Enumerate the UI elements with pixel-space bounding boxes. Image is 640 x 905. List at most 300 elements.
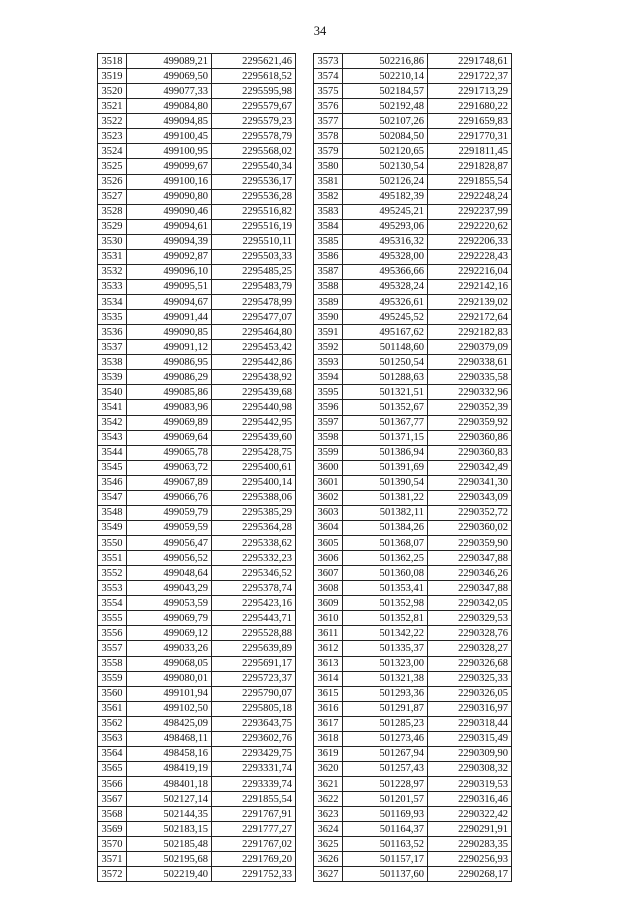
table-row: [98, 279, 296, 294]
point-number-cell: 3518: [98, 54, 127, 69]
point-number-cell: 3608: [314, 581, 343, 596]
table-row: [98, 761, 296, 776]
y-coordinate-cell: 2290328,76: [428, 626, 512, 641]
point-number-cell: 3520: [98, 84, 127, 99]
x-coordinate-cell: 495328,24: [343, 279, 428, 294]
table-row: [314, 536, 512, 551]
x-coordinate-cell: 501163,52: [343, 837, 428, 852]
y-coordinate-cell: 2295400,14: [212, 475, 296, 490]
x-coordinate-cell: 501293,36: [343, 686, 428, 701]
y-coordinate-cell: 2295579,67: [212, 99, 296, 114]
x-coordinate-cell: 498458,16: [127, 746, 212, 761]
point-number-cell: 3572: [98, 867, 127, 882]
table-row: [98, 792, 296, 807]
point-number-cell: 3613: [314, 656, 343, 671]
table-row: [314, 596, 512, 611]
x-coordinate-cell: 501367,77: [343, 415, 428, 430]
point-number-cell: 3538: [98, 355, 127, 370]
y-coordinate-cell: 2291770,31: [428, 129, 512, 144]
point-number-cell: 3584: [314, 219, 343, 234]
y-coordinate-cell: 2295400,61: [212, 460, 296, 475]
table-row: [98, 641, 296, 656]
table-row: [314, 204, 512, 219]
y-coordinate-cell: 2290343,09: [428, 490, 512, 505]
x-coordinate-cell: 501381,22: [343, 490, 428, 505]
y-coordinate-cell: 2295528,88: [212, 626, 296, 641]
x-coordinate-cell: 502184,57: [343, 84, 428, 99]
table-row: [98, 445, 296, 460]
table-row: [314, 430, 512, 445]
y-coordinate-cell: 2295510,11: [212, 234, 296, 249]
point-number-cell: 3580: [314, 159, 343, 174]
y-coordinate-cell: 2295385,29: [212, 505, 296, 520]
x-coordinate-cell: 501291,87: [343, 701, 428, 716]
table-row: [314, 325, 512, 340]
x-coordinate-cell: 501386,94: [343, 445, 428, 460]
y-coordinate-cell: 2290342,49: [428, 460, 512, 475]
point-number-cell: 3600: [314, 460, 343, 475]
x-coordinate-cell: 502144,35: [127, 807, 212, 822]
table-row: [98, 69, 296, 84]
x-coordinate-cell: 495167,62: [343, 325, 428, 340]
point-number-cell: 3527: [98, 189, 127, 204]
y-coordinate-cell: 2290342,05: [428, 596, 512, 611]
y-coordinate-cell: 2291855,54: [212, 792, 296, 807]
x-coordinate-cell: 501368,07: [343, 536, 428, 551]
y-coordinate-cell: 2290360,86: [428, 430, 512, 445]
y-coordinate-cell: 2295378,74: [212, 581, 296, 596]
y-coordinate-cell: 2290332,96: [428, 385, 512, 400]
table-row: [314, 460, 512, 475]
point-number-cell: 3626: [314, 852, 343, 867]
point-number-cell: 3609: [314, 596, 343, 611]
table-row: [98, 837, 296, 852]
table-row: [314, 505, 512, 520]
x-coordinate-cell: 495328,00: [343, 249, 428, 264]
x-coordinate-cell: 495293,06: [343, 219, 428, 234]
point-number-cell: 3620: [314, 761, 343, 776]
y-coordinate-cell: 2295443,71: [212, 611, 296, 626]
point-number-cell: 3599: [314, 445, 343, 460]
y-coordinate-cell: 2295485,25: [212, 264, 296, 279]
y-coordinate-cell: 2291722,37: [428, 69, 512, 84]
table-row: [98, 536, 296, 551]
table-row: [314, 159, 512, 174]
y-coordinate-cell: 2295618,52: [212, 69, 296, 84]
x-coordinate-cell: 502183,15: [127, 822, 212, 837]
x-coordinate-cell: 495366,66: [343, 264, 428, 279]
y-coordinate-cell: 2291767,02: [212, 837, 296, 852]
x-coordinate-cell: 495182,39: [343, 189, 428, 204]
table-row: [98, 159, 296, 174]
y-coordinate-cell: 2291777,27: [212, 822, 296, 837]
y-coordinate-cell: 2291713,29: [428, 84, 512, 99]
y-coordinate-cell: 2290315,49: [428, 731, 512, 746]
table-row: [98, 867, 296, 882]
y-coordinate-cell: 2295440,98: [212, 400, 296, 415]
table-row: [314, 746, 512, 761]
x-coordinate-cell: 495316,32: [343, 234, 428, 249]
x-coordinate-cell: 499069,50: [127, 69, 212, 84]
point-number-cell: 3540: [98, 385, 127, 400]
point-number-cell: 3601: [314, 475, 343, 490]
table-row: [98, 340, 296, 355]
y-coordinate-cell: 2295346,52: [212, 566, 296, 581]
x-coordinate-cell: 501250,54: [343, 355, 428, 370]
x-coordinate-cell: 501335,37: [343, 641, 428, 656]
y-coordinate-cell: 2292142,16: [428, 279, 512, 294]
point-number-cell: 3581: [314, 174, 343, 189]
table-row: [98, 671, 296, 686]
table-row: [314, 807, 512, 822]
point-number-cell: 3533: [98, 279, 127, 294]
point-number-cell: 3598: [314, 430, 343, 445]
table-row: [98, 686, 296, 701]
x-coordinate-cell: 501201,57: [343, 792, 428, 807]
y-coordinate-cell: 2293339,74: [212, 777, 296, 792]
point-number-cell: 3617: [314, 716, 343, 731]
point-number-cell: 3522: [98, 114, 127, 129]
x-coordinate-cell: 499069,12: [127, 626, 212, 641]
table-row: [314, 641, 512, 656]
table-row: [314, 611, 512, 626]
y-coordinate-cell: 2293602,76: [212, 731, 296, 746]
point-number-cell: 3549: [98, 520, 127, 535]
x-coordinate-cell: 501285,23: [343, 716, 428, 731]
point-number-cell: 3532: [98, 264, 127, 279]
y-coordinate-cell: 2295691,17: [212, 656, 296, 671]
table-row: [314, 54, 512, 69]
point-number-cell: 3607: [314, 566, 343, 581]
x-coordinate-cell: 499056,47: [127, 536, 212, 551]
table-row: [98, 626, 296, 641]
table-row: [98, 385, 296, 400]
y-coordinate-cell: 2290322,42: [428, 807, 512, 822]
y-coordinate-cell: 2295453,42: [212, 340, 296, 355]
x-coordinate-cell: 498468,11: [127, 731, 212, 746]
point-number-cell: 3623: [314, 807, 343, 822]
table-row: [314, 174, 512, 189]
y-coordinate-cell: 2292206,33: [428, 234, 512, 249]
x-coordinate-cell: 495245,21: [343, 204, 428, 219]
y-coordinate-cell: 2291748,61: [428, 54, 512, 69]
point-number-cell: 3556: [98, 626, 127, 641]
table-row: [314, 551, 512, 566]
point-number-cell: 3588: [314, 279, 343, 294]
table-row: [98, 114, 296, 129]
table-row: [314, 69, 512, 84]
point-number-cell: 3568: [98, 807, 127, 822]
x-coordinate-cell: 498419,19: [127, 761, 212, 776]
table-row: [98, 596, 296, 611]
x-coordinate-cell: 501342,22: [343, 626, 428, 641]
point-number-cell: 3606: [314, 551, 343, 566]
table-row: [98, 84, 296, 99]
x-coordinate-cell: 499094,61: [127, 219, 212, 234]
x-coordinate-cell: 499100,45: [127, 129, 212, 144]
point-number-cell: 3574: [314, 69, 343, 84]
y-coordinate-cell: 2295338,62: [212, 536, 296, 551]
y-coordinate-cell: 2295805,18: [212, 701, 296, 716]
table-row: [314, 84, 512, 99]
x-coordinate-cell: 499089,21: [127, 54, 212, 69]
x-coordinate-cell: 501273,46: [343, 731, 428, 746]
point-number-cell: 3547: [98, 490, 127, 505]
table-row: [314, 686, 512, 701]
y-coordinate-cell: 2292139,02: [428, 295, 512, 310]
point-number-cell: 3562: [98, 716, 127, 731]
x-coordinate-cell: 499092,87: [127, 249, 212, 264]
y-coordinate-cell: 2290352,72: [428, 505, 512, 520]
x-coordinate-cell: 502084,50: [343, 129, 428, 144]
point-number-cell: 3539: [98, 370, 127, 385]
table-row: [98, 370, 296, 385]
x-coordinate-cell: 502219,40: [127, 867, 212, 882]
point-number-cell: 3619: [314, 746, 343, 761]
point-number-cell: 3622: [314, 792, 343, 807]
x-coordinate-cell: 501257,43: [343, 761, 428, 776]
point-number-cell: 3536: [98, 325, 127, 340]
y-coordinate-cell: 2295568,02: [212, 144, 296, 159]
x-coordinate-cell: 499083,96: [127, 400, 212, 415]
table-row: [314, 520, 512, 535]
table-row: [314, 626, 512, 641]
y-coordinate-cell: 2292228,43: [428, 249, 512, 264]
point-number-cell: 3529: [98, 219, 127, 234]
point-number-cell: 3523: [98, 129, 127, 144]
y-coordinate-cell: 2291828,87: [428, 159, 512, 174]
table-row: [98, 415, 296, 430]
x-coordinate-cell: 499065,78: [127, 445, 212, 460]
y-coordinate-cell: 2290359,90: [428, 536, 512, 551]
y-coordinate-cell: 2292216,04: [428, 264, 512, 279]
table-row: [314, 385, 512, 400]
y-coordinate-cell: 2295439,68: [212, 385, 296, 400]
point-number-cell: 3525: [98, 159, 127, 174]
point-number-cell: 3531: [98, 249, 127, 264]
point-number-cell: 3555: [98, 611, 127, 626]
x-coordinate-cell: 499056,52: [127, 551, 212, 566]
x-coordinate-cell: 499091,44: [127, 310, 212, 325]
point-number-cell: 3563: [98, 731, 127, 746]
x-coordinate-cell: 501164,37: [343, 822, 428, 837]
x-coordinate-cell: 499091,12: [127, 340, 212, 355]
table-row: [98, 566, 296, 581]
point-number-cell: 3611: [314, 626, 343, 641]
x-coordinate-cell: 502192,48: [343, 99, 428, 114]
x-coordinate-cell: 502185,48: [127, 837, 212, 852]
point-number-cell: 3591: [314, 325, 343, 340]
x-coordinate-cell: 499077,33: [127, 84, 212, 99]
table-row: [314, 129, 512, 144]
y-coordinate-cell: 2290268,17: [428, 867, 512, 882]
table-row: [314, 249, 512, 264]
table-row: [314, 355, 512, 370]
x-coordinate-cell: 499094,39: [127, 234, 212, 249]
y-coordinate-cell: 2290326,68: [428, 656, 512, 671]
y-coordinate-cell: 2295595,98: [212, 84, 296, 99]
table-row: [314, 837, 512, 852]
point-number-cell: 3576: [314, 99, 343, 114]
table-row: [98, 249, 296, 264]
table-row: [314, 415, 512, 430]
x-coordinate-cell: 499033,26: [127, 641, 212, 656]
y-coordinate-cell: 2291767,91: [212, 807, 296, 822]
point-number-cell: 3558: [98, 656, 127, 671]
y-coordinate-cell: 2295536,28: [212, 189, 296, 204]
x-coordinate-cell: 499101,94: [127, 686, 212, 701]
point-number-cell: 3621: [314, 777, 343, 792]
y-coordinate-cell: 2292237,99: [428, 204, 512, 219]
table-row: [98, 189, 296, 204]
table-row: [314, 716, 512, 731]
y-coordinate-cell: 2295332,23: [212, 551, 296, 566]
table-row: [314, 566, 512, 581]
x-coordinate-cell: 499102,50: [127, 701, 212, 716]
x-coordinate-cell: 498425,09: [127, 716, 212, 731]
table-row: [314, 792, 512, 807]
y-coordinate-cell: 2295438,92: [212, 370, 296, 385]
y-coordinate-cell: 2290309,90: [428, 746, 512, 761]
table-row: [314, 189, 512, 204]
x-coordinate-cell: 499095,51: [127, 279, 212, 294]
x-coordinate-cell: 501391,69: [343, 460, 428, 475]
table-row: [98, 611, 296, 626]
point-number-cell: 3545: [98, 460, 127, 475]
x-coordinate-cell: 499069,64: [127, 430, 212, 445]
table-row: [98, 310, 296, 325]
coordinates-table-left: [97, 53, 296, 882]
point-number-cell: 3559: [98, 671, 127, 686]
x-coordinate-cell: 499094,85: [127, 114, 212, 129]
y-coordinate-cell: 2290316,46: [428, 792, 512, 807]
point-number-cell: 3528: [98, 204, 127, 219]
point-number-cell: 3534: [98, 295, 127, 310]
table-row: [314, 370, 512, 385]
x-coordinate-cell: 501137,60: [343, 867, 428, 882]
point-number-cell: 3575: [314, 84, 343, 99]
table-row: [314, 671, 512, 686]
x-coordinate-cell: 498401,18: [127, 777, 212, 792]
x-coordinate-cell: 499086,95: [127, 355, 212, 370]
y-coordinate-cell: 2290325,33: [428, 671, 512, 686]
y-coordinate-cell: 2295536,17: [212, 174, 296, 189]
x-coordinate-cell: 499063,72: [127, 460, 212, 475]
point-number-cell: 3544: [98, 445, 127, 460]
x-coordinate-cell: 501371,15: [343, 430, 428, 445]
point-number-cell: 3590: [314, 310, 343, 325]
y-coordinate-cell: 2290308,32: [428, 761, 512, 776]
x-coordinate-cell: 501382,11: [343, 505, 428, 520]
table-row: [98, 581, 296, 596]
coordinates-table-right: [313, 53, 512, 882]
point-number-cell: 3552: [98, 566, 127, 581]
point-number-cell: 3554: [98, 596, 127, 611]
y-coordinate-cell: 2291659,83: [428, 114, 512, 129]
table-row: [98, 777, 296, 792]
table-row: [98, 551, 296, 566]
y-coordinate-cell: 2290338,61: [428, 355, 512, 370]
point-number-cell: 3603: [314, 505, 343, 520]
table-row: [314, 490, 512, 505]
table-row: [98, 505, 296, 520]
y-coordinate-cell: 2290291,91: [428, 822, 512, 837]
y-coordinate-cell: 2290347,88: [428, 551, 512, 566]
table-row: [98, 852, 296, 867]
y-coordinate-cell: 2291855,54: [428, 174, 512, 189]
table-row: [98, 54, 296, 69]
point-number-cell: 3587: [314, 264, 343, 279]
x-coordinate-cell: 499068,05: [127, 656, 212, 671]
x-coordinate-cell: 499043,29: [127, 581, 212, 596]
x-coordinate-cell: 501384,26: [343, 520, 428, 535]
x-coordinate-cell: 501148,60: [343, 340, 428, 355]
table-row: [98, 822, 296, 837]
point-number-cell: 3557: [98, 641, 127, 656]
x-coordinate-cell: 502120,65: [343, 144, 428, 159]
x-coordinate-cell: 501321,38: [343, 671, 428, 686]
x-coordinate-cell: 499090,46: [127, 204, 212, 219]
point-number-cell: 3530: [98, 234, 127, 249]
y-coordinate-cell: 2290328,27: [428, 641, 512, 656]
x-coordinate-cell: 502210,14: [343, 69, 428, 84]
y-coordinate-cell: 2295442,95: [212, 415, 296, 430]
y-coordinate-cell: 2290352,39: [428, 400, 512, 415]
table-row: [98, 716, 296, 731]
y-coordinate-cell: 2291811,45: [428, 144, 512, 159]
table-row: [98, 656, 296, 671]
table-row: [98, 400, 296, 415]
y-coordinate-cell: 2295516,19: [212, 219, 296, 234]
point-number-cell: 3612: [314, 641, 343, 656]
y-coordinate-cell: 2295540,34: [212, 159, 296, 174]
point-number-cell: 3624: [314, 822, 343, 837]
y-coordinate-cell: 2292182,83: [428, 325, 512, 340]
table-row: [314, 264, 512, 279]
x-coordinate-cell: 501352,98: [343, 596, 428, 611]
x-coordinate-cell: 499066,76: [127, 490, 212, 505]
y-coordinate-cell: 2291752,33: [212, 867, 296, 882]
table-row: [314, 731, 512, 746]
x-coordinate-cell: 502195,68: [127, 852, 212, 867]
table-row: [314, 445, 512, 460]
y-coordinate-cell: 2290335,58: [428, 370, 512, 385]
y-coordinate-cell: 2290283,35: [428, 837, 512, 852]
table-row: [314, 279, 512, 294]
point-number-cell: 3597: [314, 415, 343, 430]
point-number-cell: 3627: [314, 867, 343, 882]
table-row: [314, 867, 512, 882]
y-coordinate-cell: 2295639,89: [212, 641, 296, 656]
point-number-cell: 3537: [98, 340, 127, 355]
table-row: [98, 460, 296, 475]
x-coordinate-cell: 501360,08: [343, 566, 428, 581]
y-coordinate-cell: 2295477,07: [212, 310, 296, 325]
table-row: [98, 355, 296, 370]
y-coordinate-cell: 2290359,92: [428, 415, 512, 430]
y-coordinate-cell: 2291769,20: [212, 852, 296, 867]
y-coordinate-cell: 2290360,83: [428, 445, 512, 460]
point-number-cell: 3573: [314, 54, 343, 69]
y-coordinate-cell: 2293643,75: [212, 716, 296, 731]
point-number-cell: 3553: [98, 581, 127, 596]
y-coordinate-cell: 2290379,09: [428, 340, 512, 355]
point-number-cell: 3595: [314, 385, 343, 400]
y-coordinate-cell: 2295790,07: [212, 686, 296, 701]
point-number-cell: 3541: [98, 400, 127, 415]
x-coordinate-cell: 499067,89: [127, 475, 212, 490]
table-row: [98, 746, 296, 761]
